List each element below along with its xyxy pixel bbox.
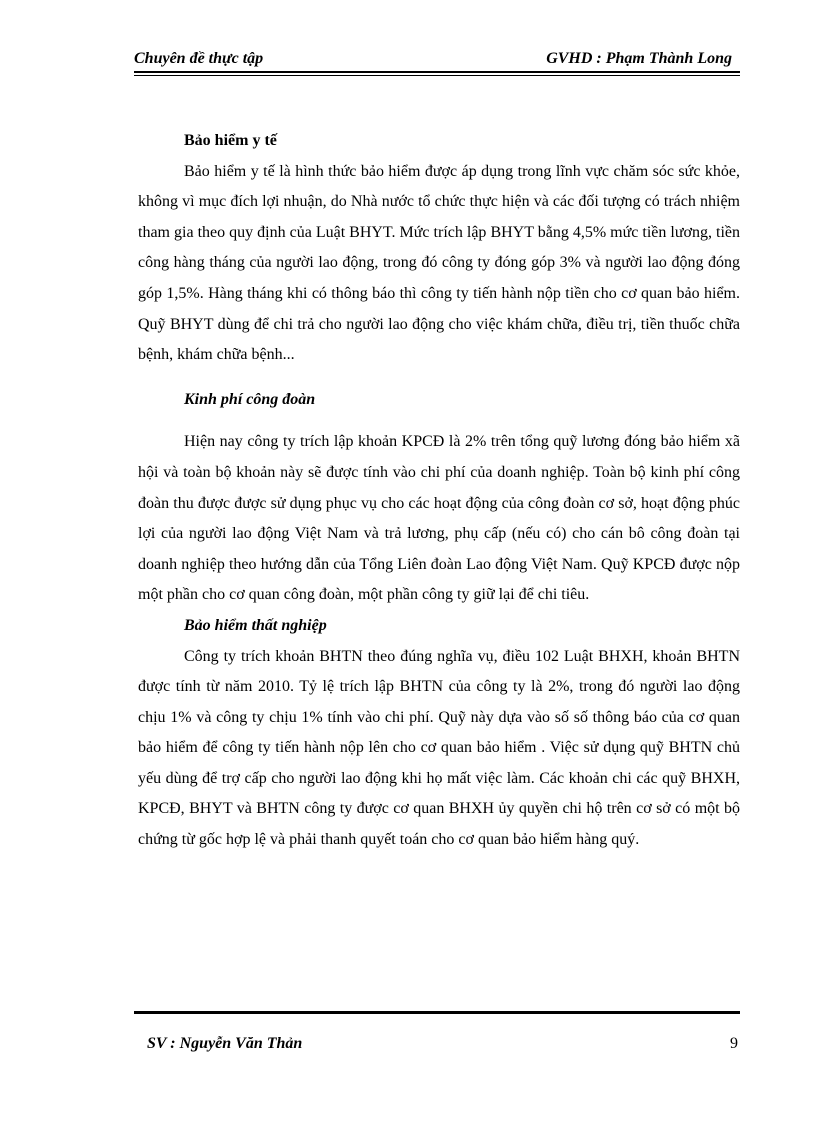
section-heading-union-fee: Kinh phí công đoàn xyxy=(184,390,316,408)
document-body xyxy=(138,126,740,856)
paragraph-unemployment-insurance: Công ty trích khoản BHTN theo đúng nghĩa vụ, điều 102 Luật BHXH, khoản BHTN được tính từ năm 2010. Tỷ lệ trích lập BHTN của công ty là 2%, trong đó người lao động chịu 1% và công ty chịu 1% tính vào chi phí. Quỹ này dựa vào số số thông báo của cơ quan bảo hiểm để công ty tiến hành nộp lên cho cơ quan bảo hiểm . Việc sử dụng quỹ BHTN chủ yếu dùng để trợ cấp cho người lao động khi họ mất việc làm. Các khoản chi các quỹ BHXH, KPCĐ, BHYT và BHTN công ty được cơ quan BHXH ủy quyền chi hộ trên cơ sở có một bộ chứng từ gốc hợp lệ và phải thanh quyết toán cho cơ quan bảo hiểm hàng quý. xyxy=(138,647,740,849)
header-document-type: Chuyên đề thực tập xyxy=(134,50,264,67)
paragraph-union-fee: Hiện nay công ty trích lập khoản KPCĐ là 2% trên tổng quỹ lương đóng bảo hiểm xã hội và toàn bộ khoản này sẽ được tính vào chi phí của doanh nghiệp. Toàn bộ kinh phí công đoàn thu được được sử dụng phục vụ cho các hoạt động của công đoàn cơ sở, hoạt động phúc lợi của người lao động Việt Nam và trả lương, phụ cấp (nếu có) cho cán bô công đoàn tại doanh nghiệp theo hướng dẫn của Tổng Liên đoàn Lao động Việt Nam. Quỹ KPCĐ được nộp một phần cho cơ quan công đoàn, một phần công ty giữ lại để chi tiêu. xyxy=(138,433,740,604)
section-heading-health-insurance: Bảo hiểm y tế xyxy=(184,132,277,149)
page-number: 9 xyxy=(730,1035,738,1052)
footer-student-name: SV : Nguyễn Văn Thản xyxy=(147,1035,303,1052)
header-supervisor: GVHD : Phạm Thành Long xyxy=(546,50,732,67)
footer-divider xyxy=(134,1011,740,1014)
header-divider xyxy=(134,71,740,76)
section-heading-unemployment-insurance: Bảo hiểm thất nghiệp xyxy=(184,616,327,634)
paragraph-health-insurance: Bảo hiểm y tế là hình thức bảo hiểm được áp dụng trong lĩnh vực chăm sóc sức khỏe, không vì mục đích lợi nhuận, do Nhà nước tổ chức thực hiện và các đối tượng có trách nhiệm tham gia theo quy định của Luật BHYT. Mức trích lập BHYT bằng 4,5% mức tiền lương, tiền công hàng tháng của người lao động, trong đó công ty đóng góp 3% và người lao động đóng góp 1,5%. Hàng tháng khi có thông báo thì công ty tiến hành nộp tiền cho cơ quan bảo hiểm. Quỹ BHYT dùng để chi trả cho người lao động cho việc khám chữa, điều trị, tiền thuốc chữa bệnh, khám chữa bệnh... xyxy=(138,162,740,364)
page-header xyxy=(134,46,740,72)
